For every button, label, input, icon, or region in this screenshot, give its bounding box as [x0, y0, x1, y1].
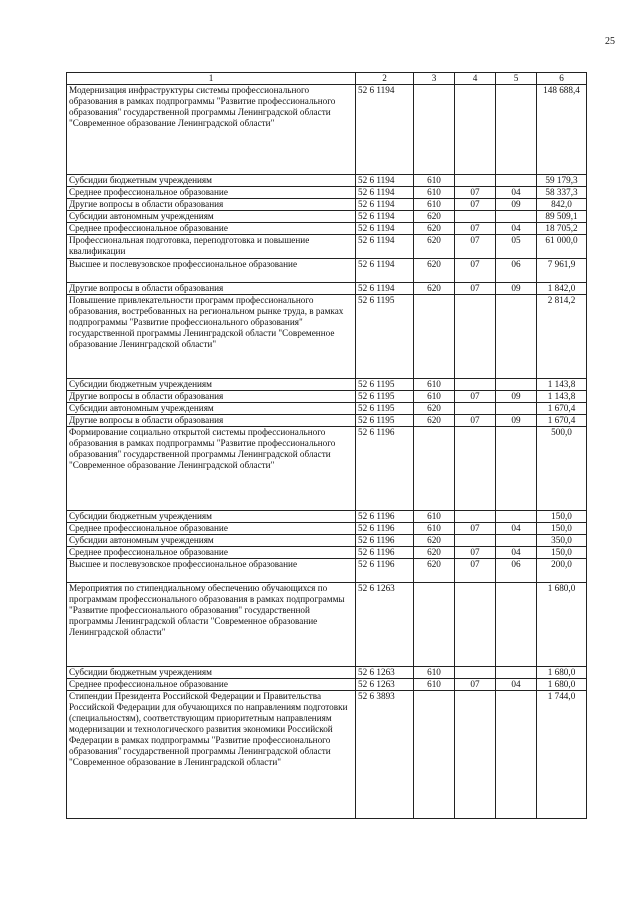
- row-target-article: 52 6 1194: [356, 223, 414, 235]
- table-row: [67, 187, 587, 199]
- header-cell-4: 4: [455, 73, 496, 85]
- table-row: [67, 175, 587, 187]
- row-expense-type: 620: [414, 283, 455, 295]
- row-name: Субсидии бюджетным учреждениям: [67, 667, 356, 679]
- row-amount: 1 842,0: [537, 283, 587, 295]
- row-target-article: 52 6 1194: [356, 259, 414, 283]
- row-target-article: 52 6 1196: [356, 535, 414, 547]
- row-subsection: [496, 511, 537, 523]
- row-subsection: 06: [496, 259, 537, 283]
- row-name: Профессиональная подготовка, переподготовка и повышение квалификации: [67, 235, 356, 259]
- row-name: Среднее профессиональное образование: [67, 187, 356, 199]
- row-target-article: 52 6 1194: [356, 283, 414, 295]
- table-row: [67, 427, 587, 511]
- row-amount: 148 688,4: [537, 85, 587, 175]
- row-subsection: [496, 85, 537, 175]
- row-expense-type: [414, 85, 455, 175]
- row-name: Другие вопросы в области образования: [67, 391, 356, 403]
- row-section: 07: [455, 523, 496, 535]
- row-target-article: 52 6 1195: [356, 379, 414, 391]
- row-section: 07: [455, 235, 496, 259]
- row-target-article: 52 6 1196: [356, 559, 414, 583]
- row-expense-type: 620: [414, 235, 455, 259]
- row-subsection: 06: [496, 559, 537, 583]
- table-row: [67, 691, 587, 819]
- row-target-article: 52 6 1263: [356, 583, 414, 667]
- row-section: [455, 427, 496, 511]
- row-amount: 89 509,1: [537, 211, 587, 223]
- table-row: [67, 235, 587, 259]
- table-row: [67, 535, 587, 547]
- row-expense-type: 610: [414, 187, 455, 199]
- row-amount: 2 814,2: [537, 295, 587, 379]
- row-amount: 150,0: [537, 547, 587, 559]
- row-section: 07: [455, 559, 496, 583]
- row-expense-type: 610: [414, 511, 455, 523]
- table-row: [67, 379, 587, 391]
- row-amount: 842,0: [537, 199, 587, 211]
- row-name: Субсидии автономным учреждениям: [67, 403, 356, 415]
- row-expense-type: 620: [414, 211, 455, 223]
- row-name: Субсидии бюджетным учреждениям: [67, 379, 356, 391]
- row-section: [455, 511, 496, 523]
- row-section: 07: [455, 223, 496, 235]
- row-section: 07: [455, 187, 496, 199]
- row-subsection: 05: [496, 235, 537, 259]
- row-expense-type: 610: [414, 199, 455, 211]
- row-target-article: 52 6 1196: [356, 427, 414, 511]
- row-amount: 1 680,0: [537, 667, 587, 679]
- table-row: [67, 199, 587, 211]
- table-row: [67, 679, 587, 691]
- table-row: [67, 511, 587, 523]
- row-name: Другие вопросы в области образования: [67, 283, 356, 295]
- table-row: [67, 523, 587, 535]
- row-amount: 500,0: [537, 427, 587, 511]
- row-section: [455, 535, 496, 547]
- row-expense-type: [414, 583, 455, 667]
- row-target-article: 52 6 1195: [356, 415, 414, 427]
- table-row: [67, 403, 587, 415]
- row-target-article: 52 6 1194: [356, 187, 414, 199]
- row-name: Мероприятия по стипендиальному обеспечению обучающихся по программам профессионального образования в рамках подпрограммы "Развитие профессионального образования" государственной программы Ленинградской области "Современное образование Ленинградской области": [67, 583, 356, 667]
- row-subsection: 04: [496, 679, 537, 691]
- table-row: [67, 211, 587, 223]
- row-subsection: 04: [496, 523, 537, 535]
- row-amount: 18 705,2: [537, 223, 587, 235]
- table-row: [67, 85, 587, 175]
- row-amount: 200,0: [537, 559, 587, 583]
- row-section: [455, 583, 496, 667]
- row-target-article: 52 6 1194: [356, 85, 414, 175]
- row-name: Среднее профессиональное образование: [67, 223, 356, 235]
- table-row: [67, 391, 587, 403]
- row-target-article: 52 6 1194: [356, 175, 414, 187]
- row-target-article: 52 6 1195: [356, 295, 414, 379]
- row-target-article: 52 6 3893: [356, 691, 414, 819]
- row-expense-type: 620: [414, 415, 455, 427]
- table-row: [67, 547, 587, 559]
- row-section: [455, 85, 496, 175]
- row-expense-type: 620: [414, 403, 455, 415]
- row-section: [455, 403, 496, 415]
- row-target-article: 52 6 1195: [356, 391, 414, 403]
- row-subsection: [496, 403, 537, 415]
- row-subsection: 09: [496, 199, 537, 211]
- row-name: Субсидии автономным учреждениям: [67, 535, 356, 547]
- row-amount: 1 680,0: [537, 679, 587, 691]
- row-subsection: [496, 535, 537, 547]
- row-section: 07: [455, 391, 496, 403]
- row-expense-type: 620: [414, 223, 455, 235]
- table-row: [67, 415, 587, 427]
- row-name: Среднее профессиональное образование: [67, 547, 356, 559]
- row-target-article: 52 6 1194: [356, 211, 414, 223]
- row-amount: 150,0: [537, 511, 587, 523]
- row-amount: 58 337,3: [537, 187, 587, 199]
- table-row: [67, 295, 587, 379]
- row-section: 07: [455, 283, 496, 295]
- header-cell-6: 6: [537, 73, 587, 85]
- table-row: [67, 667, 587, 679]
- row-section: 07: [455, 199, 496, 211]
- row-expense-type: 620: [414, 259, 455, 283]
- row-subsection: 09: [496, 283, 537, 295]
- row-target-article: 52 6 1195: [356, 403, 414, 415]
- row-amount: 150,0: [537, 523, 587, 535]
- table-row: [67, 583, 587, 667]
- row-expense-type: 610: [414, 679, 455, 691]
- row-subsection: [496, 211, 537, 223]
- row-target-article: 52 6 1196: [356, 511, 414, 523]
- row-expense-type: 610: [414, 391, 455, 403]
- row-amount: 1 670,4: [537, 415, 587, 427]
- row-name: Модернизация инфраструктуры системы профессионального образования в рамках подпрограммы "Развитие профессионального образования" государственной программы Ленинградской области "Современное образование Ленинградской области": [67, 85, 356, 175]
- row-amount: 7 961,9: [537, 259, 587, 283]
- header-cell-3: 3: [414, 73, 455, 85]
- row-amount: 1 143,8: [537, 391, 587, 403]
- page-number: 25: [605, 36, 615, 47]
- row-expense-type: [414, 427, 455, 511]
- row-subsection: 09: [496, 391, 537, 403]
- row-target-article: 52 6 1194: [356, 199, 414, 211]
- table-row: [67, 283, 587, 295]
- row-section: 07: [455, 259, 496, 283]
- row-subsection: [496, 583, 537, 667]
- row-expense-type: 610: [414, 667, 455, 679]
- row-subsection: [496, 691, 537, 819]
- budget-table: [66, 72, 587, 819]
- row-name: Стипендии Президента Российской Федерации и Правительства Российской Федерации для обучающихся по направлениям подготовки (специальностям), соответствующим приоритетным направлениям модернизации и технологического развития экономики Российской Федерации в рамках подпрограммы "Развитие профессионального образования" государственной программы Ленинградской области "Современное образование в Ленинградской области": [67, 691, 356, 819]
- row-expense-type: 610: [414, 523, 455, 535]
- row-section: 07: [455, 679, 496, 691]
- row-expense-type: 620: [414, 535, 455, 547]
- header-row: [67, 73, 587, 85]
- row-name: Формирование социально открытой системы профессионального образования в рамках подпрограммы "Развитие профессионального образования" государственной программы Ленинградской области "Современное образование Ленинградской области": [67, 427, 356, 511]
- row-name: Субсидии автономным учреждениям: [67, 211, 356, 223]
- header-cell-2: 2: [356, 73, 414, 85]
- row-amount: 350,0: [537, 535, 587, 547]
- row-target-article: 52 6 1263: [356, 667, 414, 679]
- row-target-article: 52 6 1263: [356, 679, 414, 691]
- row-subsection: 04: [496, 223, 537, 235]
- row-target-article: 52 6 1196: [356, 523, 414, 535]
- row-name: Среднее профессиональное образование: [67, 523, 356, 535]
- row-amount: 1 680,0: [537, 583, 587, 667]
- row-expense-type: [414, 295, 455, 379]
- header-cell-5: 5: [496, 73, 537, 85]
- row-subsection: 09: [496, 415, 537, 427]
- row-subsection: [496, 295, 537, 379]
- row-amount: 1 143,8: [537, 379, 587, 391]
- row-name: Повышение привлекательности программ профессионального образования, востребованных на региональном рынке труда, в рамках подпрограммы "Развитие профессионального образования" государственной программы Ленинградской области "Современное образование Ленинградской области": [67, 295, 356, 379]
- row-name: Субсидии бюджетным учреждениям: [67, 511, 356, 523]
- row-section: [455, 667, 496, 679]
- row-section: 07: [455, 415, 496, 427]
- row-name: Высшее и послевузовское профессиональное образование: [67, 559, 356, 583]
- row-expense-type: 610: [414, 175, 455, 187]
- row-amount: 61 000,0: [537, 235, 587, 259]
- row-subsection: 04: [496, 547, 537, 559]
- row-amount: 1 670,4: [537, 403, 587, 415]
- row-section: [455, 295, 496, 379]
- table-row: [67, 259, 587, 283]
- row-amount: 59 179,3: [537, 175, 587, 187]
- row-section: 07: [455, 547, 496, 559]
- row-subsection: [496, 427, 537, 511]
- header-cell-1: 1: [67, 73, 356, 85]
- row-name: Другие вопросы в области образования: [67, 415, 356, 427]
- row-name: Среднее профессиональное образование: [67, 679, 356, 691]
- row-expense-type: 610: [414, 379, 455, 391]
- row-target-article: 52 6 1194: [356, 235, 414, 259]
- row-name: Другие вопросы в области образования: [67, 199, 356, 211]
- row-expense-type: [414, 691, 455, 819]
- row-expense-type: 620: [414, 547, 455, 559]
- row-section: [455, 211, 496, 223]
- row-subsection: 04: [496, 187, 537, 199]
- row-name: Субсидии бюджетным учреждениям: [67, 175, 356, 187]
- table-row: [67, 559, 587, 583]
- row-subsection: [496, 175, 537, 187]
- row-subsection: [496, 379, 537, 391]
- row-expense-type: 620: [414, 559, 455, 583]
- row-amount: 1 744,0: [537, 691, 587, 819]
- row-section: [455, 379, 496, 391]
- row-section: [455, 691, 496, 819]
- row-subsection: [496, 667, 537, 679]
- row-name: Высшее и послевузовское профессиональное образование: [67, 259, 356, 283]
- row-section: [455, 175, 496, 187]
- table-row: [67, 223, 587, 235]
- row-target-article: 52 6 1196: [356, 547, 414, 559]
